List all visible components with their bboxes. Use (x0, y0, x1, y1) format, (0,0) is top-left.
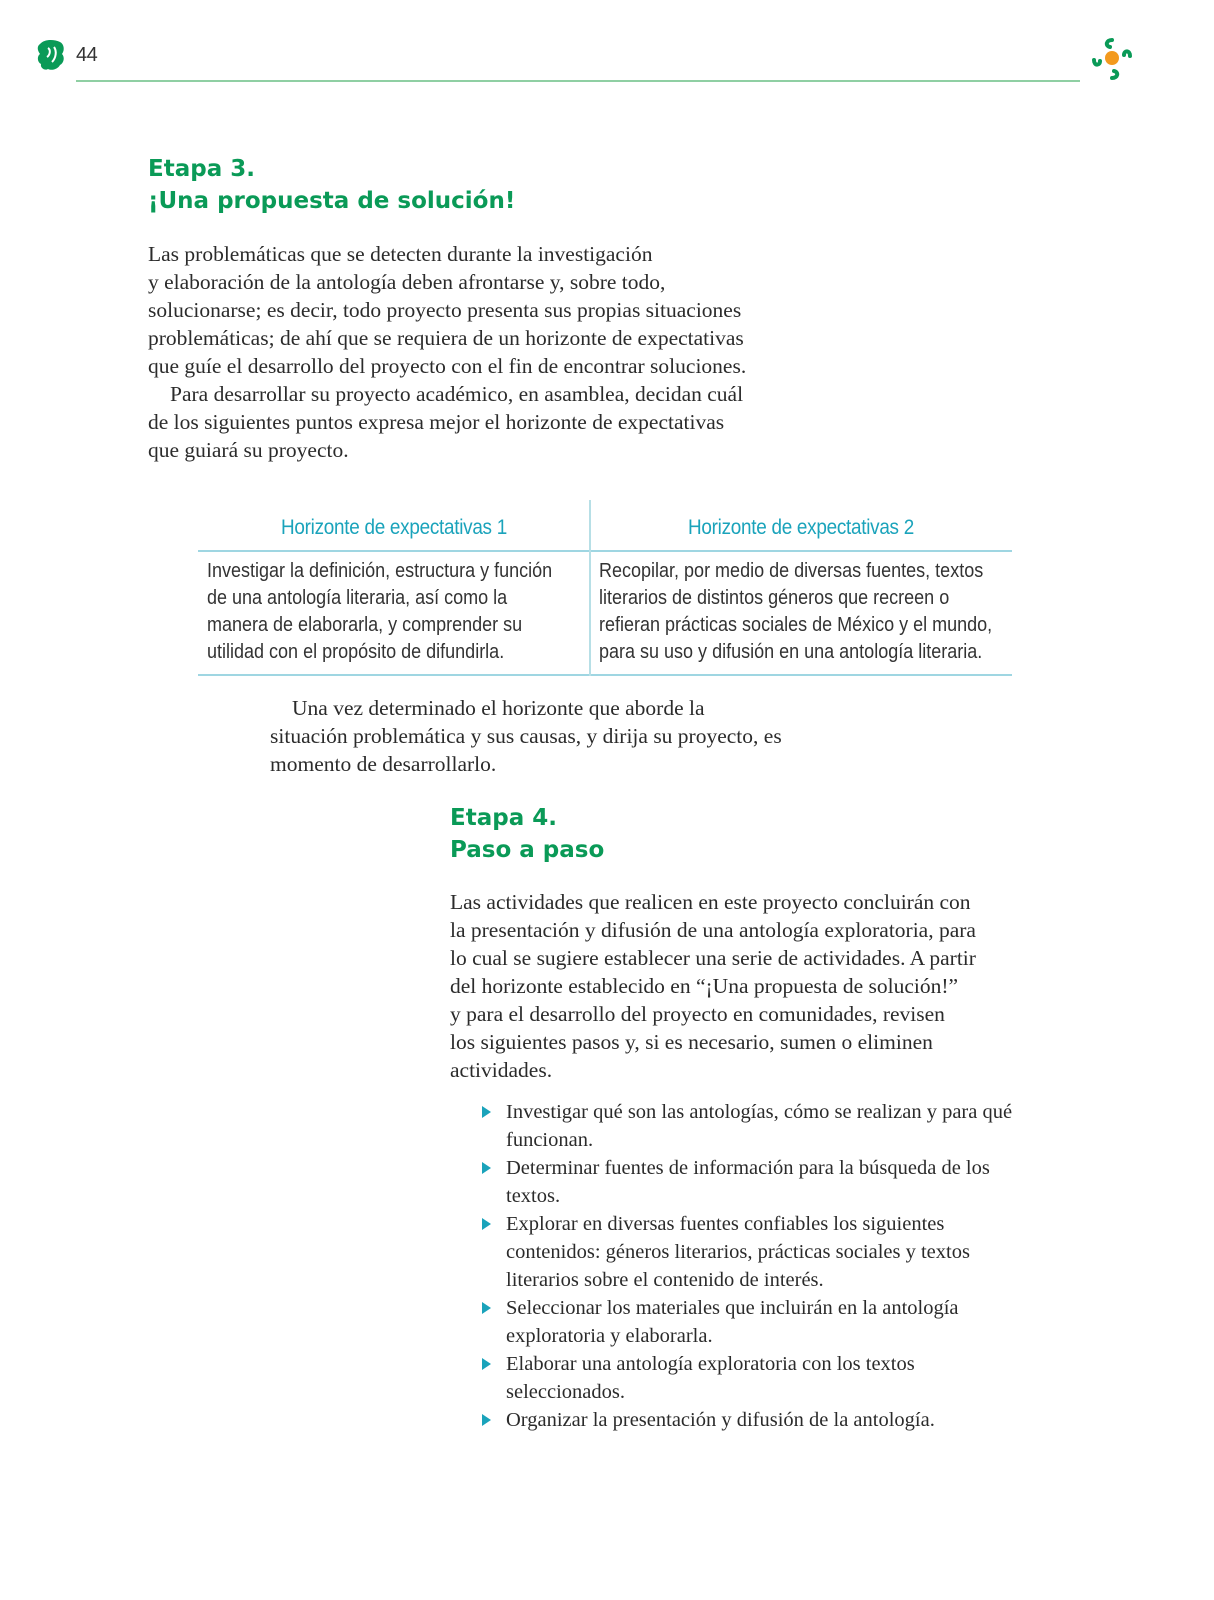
transition-paragraph (270, 694, 870, 778)
text-line: solucionarse; es decir, todo proyecto presenta sus propias situaciones (148, 298, 742, 322)
text-line: Una vez determinado el horizonte que aborde la (292, 696, 705, 720)
triangle-bullet-icon (482, 1302, 491, 1314)
text-line: problemáticas; de ahí que se requiera de un horizonte de expectativas (148, 326, 744, 350)
list-item-line: Investigar qué son las antologías, cómo se realizan y para qué (506, 1101, 1013, 1123)
series-swirl-logo (1086, 34, 1138, 86)
text-line: la presentación y difusión de una antología exploratoria, para (450, 918, 976, 942)
list-item-line: Elaborar una antología exploratoria con los textos (506, 1353, 915, 1375)
cell-line: literarios de distintos géneros que recreen o (599, 587, 950, 609)
text-line: los siguientes pasos y, si es necesario, sumen o eliminen (450, 1030, 933, 1054)
cell-line: utilidad con el propósito de difundirla. (207, 641, 505, 663)
table-header-2: Horizonte de expectativas 2 (688, 516, 914, 539)
list-item-line: contenidos: géneros literarios, prácticas sociales y textos (506, 1241, 970, 1263)
stage3-paragraph-1 (148, 240, 808, 464)
text-line: Las actividades que realicen en este proyecto concluirán con (450, 890, 971, 914)
list-item-line: funcionan. (506, 1129, 594, 1151)
list-item (482, 1098, 1042, 1154)
text-line: y elaboración de la antología deben afrontarse y, sobre todo, (148, 270, 666, 294)
triangle-bullet-icon (482, 1106, 491, 1118)
text-line: y para el desarrollo del proyecto en comunidades, revisen (450, 1002, 945, 1026)
stage4-subtitle: Paso a paso (450, 837, 605, 863)
table-column-2 (590, 500, 1012, 676)
list-item (482, 1154, 1042, 1210)
text-line: del horizonte establecido en “¡Una propuesta de solución!” (450, 974, 959, 998)
list-item-line: seleccionados. (506, 1381, 625, 1403)
list-item-line: literarios sobre el contenido de interés. (506, 1269, 824, 1291)
list-item (482, 1294, 1042, 1350)
table-cell-2 (599, 558, 1006, 666)
steps-list (482, 1098, 1042, 1434)
cell-line: de una antología literaria, así como la (207, 587, 508, 609)
text-line: actividades. (450, 1058, 553, 1082)
text-line: que guíe el desarrollo del proyecto con el fin de encontrar soluciones. (148, 354, 747, 378)
header-divider (76, 80, 1080, 82)
text-line: que guiará su proyecto. (148, 438, 349, 462)
stage3-subtitle: ¡Una propuesta de solución! (148, 188, 516, 214)
list-item (482, 1406, 1042, 1434)
list-item-line: exploratoria y elaborarla. (506, 1325, 713, 1347)
triangle-bullet-icon (482, 1162, 491, 1174)
cell-line: Recopilar, por medio de diversas fuentes, textos (599, 560, 984, 582)
cell-line: Investigar la definición, estructura y función (207, 560, 553, 582)
green-leaf-figure-icon (36, 38, 66, 72)
text-line: situación problemática y sus causas, y dirija su proyecto, es (270, 724, 782, 748)
list-item-line: Seleccionar los materiales que incluirán en la antología (506, 1297, 959, 1319)
text-line: Las problemáticas que se detecten durante la investigación (148, 242, 653, 266)
stage4-paragraph (450, 888, 1050, 1084)
text-line: de los siguientes puntos expresa mejor el horizonte de expectativas (148, 410, 725, 434)
cell-line: manera de elaborarla, y comprender su (207, 614, 523, 636)
triangle-bullet-icon (482, 1358, 491, 1370)
table-header-1: Horizonte de expectativas 1 (281, 516, 507, 539)
list-item-line: Determinar fuentes de información para la búsqueda de los (506, 1157, 990, 1179)
page-number: 44 (76, 44, 98, 66)
table-cell-1 (207, 558, 584, 666)
triangle-bullet-icon (482, 1218, 491, 1230)
table-column-1 (198, 500, 590, 676)
stage3-title: Etapa 3. (148, 156, 255, 182)
list-item-line: textos. (506, 1185, 561, 1207)
list-item-line: Explorar en diversas fuentes confiables los siguientes (506, 1213, 945, 1235)
cell-line: para su uso y difusión en una antología literaria. (599, 641, 983, 663)
cell-line: refieran prácticas sociales de México y el mundo, (599, 614, 993, 636)
triangle-bullet-icon (482, 1414, 491, 1426)
list-item-line: Organizar la presentación y difusión de la antología. (506, 1409, 935, 1431)
list-item (482, 1350, 1042, 1406)
text-line: lo cual se sugiere establecer una serie de actividades. A partir (450, 946, 976, 970)
stage4-title: Etapa 4. (450, 805, 557, 831)
list-item (482, 1210, 1042, 1294)
text-line: momento de desarrollarlo. (270, 752, 497, 776)
text-line: Para desarrollar su proyecto académico, en asamblea, decidan cuál (170, 382, 744, 406)
expectations-table (198, 500, 1012, 676)
